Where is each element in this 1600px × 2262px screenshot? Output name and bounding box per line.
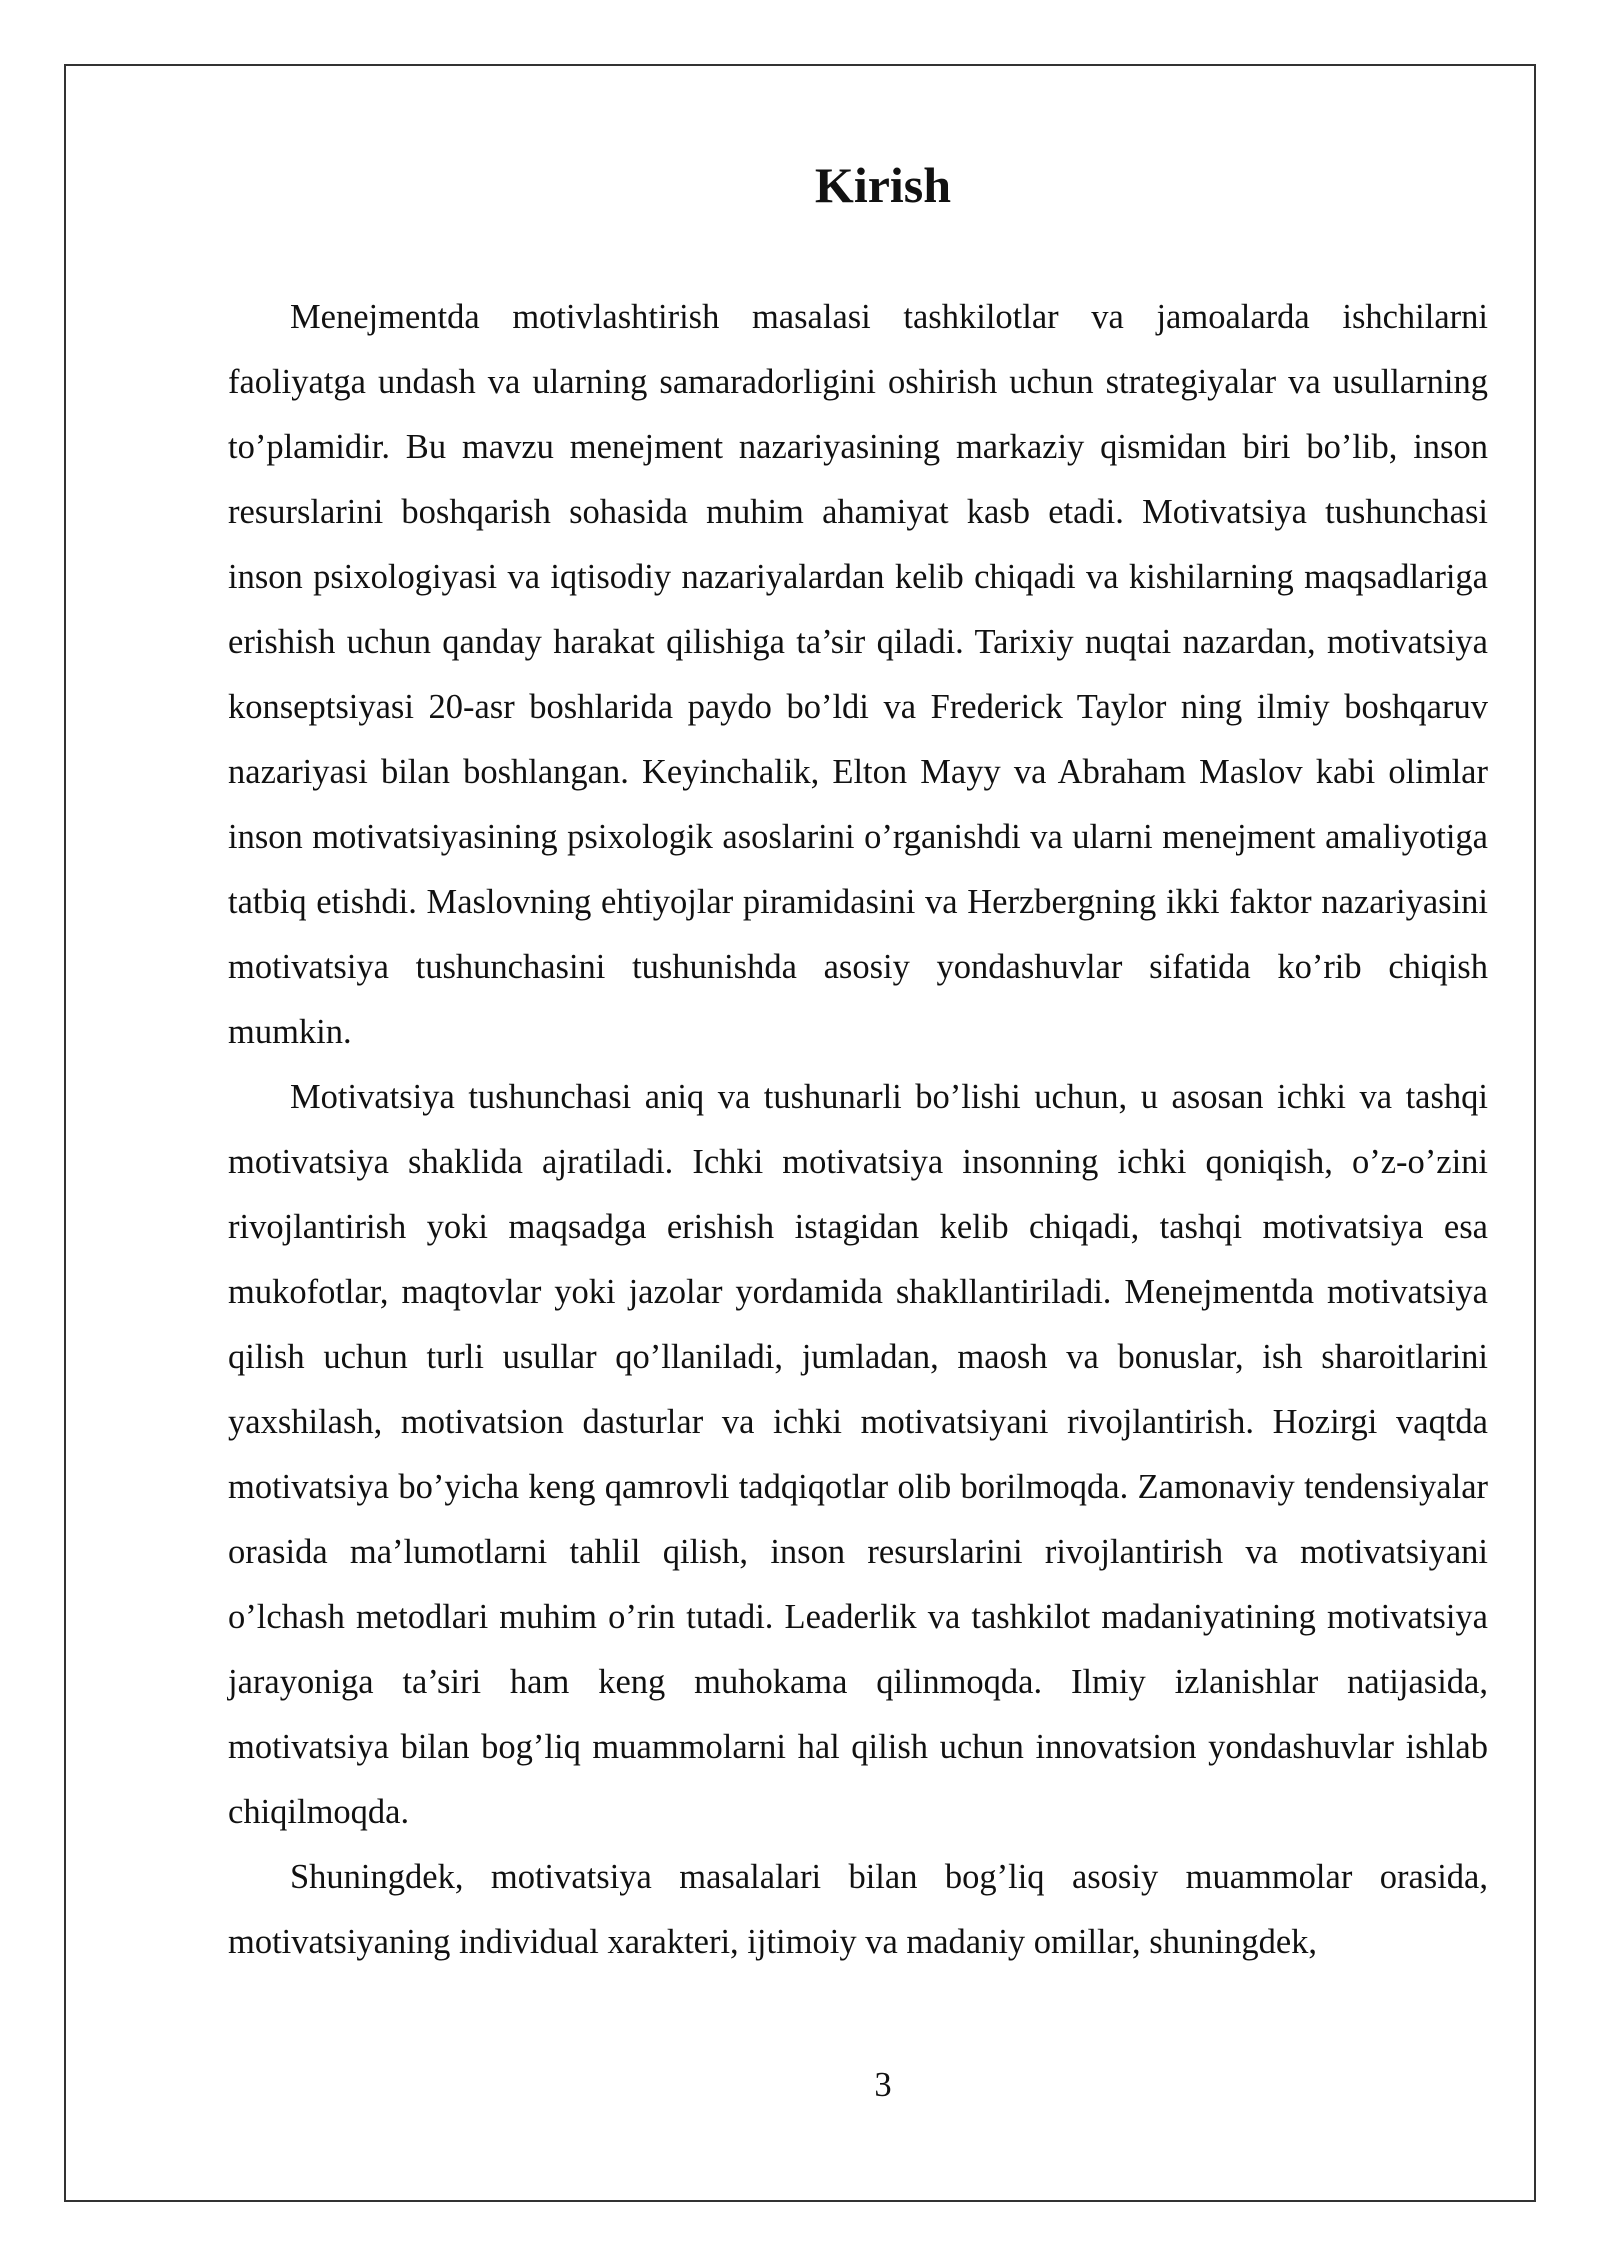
page-number: 3 [874, 2066, 892, 2104]
paragraph-2: Motivatsiya tushunchasi aniq va tushunarli bo’lishi uchun, u asosan ichki va tashqi motivatsiya shaklida ajratiladi. Ichki motivatsiya insonning ichki qoniqish, o’z-o’zini rivojlantirish yoki maqsadga erishish istagidan kelib chiqadi, tashqi motivatsiya esa mukofotlar, maqtovlar yoki jazolar yordamida shakllantiriladi. Menejmentda motivatsiya qilish uchun turli usullar qo’llaniladi, jumladan, maosh va bonuslar, ish sharoitlarini yaxshilash, motivatsion dasturlar va ichki motivatsiyani rivojlantirish. Hozirgi vaqtda motivatsiya bo’yicha keng qamrovli tadqiqotlar olib borilmoqda. Zamonaviy tendensiyalar orasida ma’lumotlarni tahlil qilish, inson resurslarini rivojlantirish va motivatsiyani o’lchash metodlari muhim o’rin tutadi. Leaderlik va tashkilot madaniyatining motivatsiya jarayoniga ta’siri ham keng muhokama qilinmoqda. Ilmiy izlanishlar natijasida, motivatsiya bilan bog’liq muammolarni hal qilish uchun innovatsion yondashuvlar ishlab chiqilmoqda. [228, 1078, 1488, 1831]
paragraph-1: Menejmentda motivlashtirish masalasi tashkilotlar va jamoalarda ishchilarni faoliyatga undash va ularning samaradorligini oshirish uchun strategiyalar va usullarning to’plamidir. Bu mavzu menejment nazariyasining markaziy qismidan biri bo’lib, inson resurslarini boshqarish sohasida muhim ahamiyat kasb etadi. Motivatsiya tushunchasi inson psixologiyasi va iqtisodiy nazariyalardan kelib chiqadi va kishilarning maqsadlariga erishish uchun qanday harakat qilishiga ta’sir qiladi. Tarixiy nuqtai nazardan, motivatsiya konseptsiyasi 20-asr boshlarida paydo bo’ldi va Frederick Taylor ning ilmiy boshqaruv nazariyasi bilan boshlangan. Keyinchalik, Elton Mayy va Abraham Maslov kabi olimlar inson motivatsiyasining psixologik asoslarini o’rganishdi va ularni menejment amaliyotiga tatbiq etishdi. Maslovning ehtiyojlar piramidasini va Herzbergning ikki faktor nazariyasini motivatsiya tushunchasini tushunishda asosiy yondashuvlar sifatida ko’rib chiqish mumkin. [228, 298, 1488, 1051]
paragraph-3: Shuningdek, motivatsiya masalalari bilan bog’liq asosiy muammolar orasida, motivatsiyaning individual xarakteri, ijtimoiy va madaniy omillar, shuningdek, [228, 1858, 1488, 1961]
document-body [228, 285, 1488, 1975]
page-title: Kirish [814, 157, 952, 213]
